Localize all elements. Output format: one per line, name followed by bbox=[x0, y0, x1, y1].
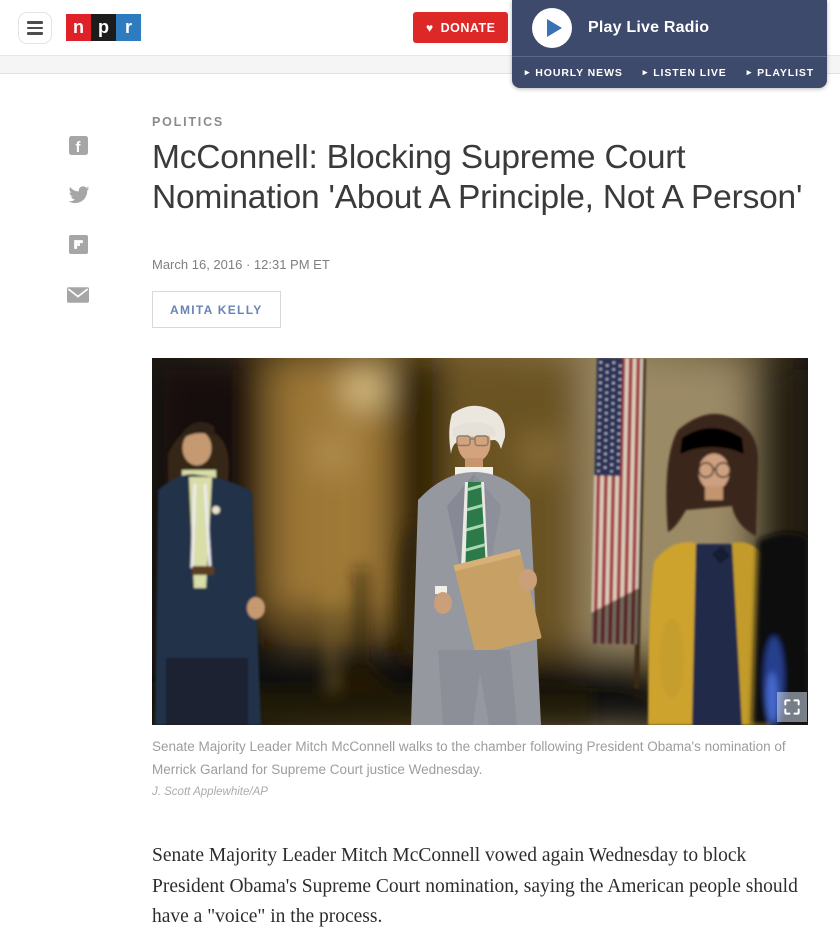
us-flag bbox=[590, 358, 646, 688]
facebook-share-button[interactable] bbox=[66, 133, 90, 157]
author-button[interactable]: AMITA KELLY bbox=[152, 291, 281, 328]
play-live-radio-button[interactable] bbox=[512, 0, 827, 57]
logo-letter-r: r bbox=[116, 14, 141, 41]
play-live-radio-label: Play Live Radio bbox=[588, 19, 710, 36]
logo-letter-n: n bbox=[66, 14, 91, 41]
article-hero-figure bbox=[152, 358, 808, 725]
hamburger-icon bbox=[27, 21, 43, 23]
playlist-label: PLAYLIST bbox=[757, 66, 815, 79]
image-credit: J. Scott Applewhite/AP bbox=[152, 785, 268, 798]
donate-button[interactable] bbox=[413, 12, 508, 43]
play-icon bbox=[532, 8, 572, 48]
npr-logo[interactable] bbox=[66, 14, 141, 41]
playlist-link[interactable] bbox=[747, 67, 814, 79]
article-body-paragraph: Senate Majority Leader Mitch McConnell vowed again Wednesday to block President Obama's Supreme Court nomination, saying the American people should have a "voice" in the process. bbox=[152, 845, 798, 927]
facebook-icon: f bbox=[69, 136, 88, 155]
section-kicker[interactable]: POLITICS bbox=[152, 115, 225, 129]
logo-letter-p: p bbox=[91, 14, 116, 41]
listen-live-link[interactable] bbox=[643, 67, 727, 79]
email-share-button[interactable] bbox=[66, 283, 90, 307]
twitter-icon bbox=[67, 186, 90, 205]
twitter-share-button[interactable] bbox=[66, 183, 90, 207]
donate-label: DONATE bbox=[440, 20, 496, 35]
heart-icon: ♥ bbox=[426, 20, 434, 35]
triangle-icon: ▸ bbox=[642, 67, 649, 77]
hourly-news-label: HOURLY NEWS bbox=[535, 66, 623, 79]
triangle-icon: ▸ bbox=[746, 67, 753, 77]
menu-button[interactable] bbox=[18, 12, 52, 44]
live-radio-panel bbox=[512, 0, 827, 88]
flipboard-share-button[interactable] bbox=[66, 232, 90, 256]
image-caption: Senate Majority Leader Mitch McConnell walks to the chamber following President Obama's nomination of Merrick Garland for Supreme Court justice Wednesday. bbox=[152, 739, 786, 777]
email-icon bbox=[67, 287, 89, 303]
listen-live-label: LISTEN LIVE bbox=[653, 66, 727, 79]
hero-photo bbox=[152, 358, 808, 725]
radio-links-row bbox=[512, 57, 827, 88]
expand-icon bbox=[782, 697, 802, 717]
flipboard-icon bbox=[69, 235, 88, 254]
image-caption-block bbox=[152, 736, 812, 798]
article-headline: McConnell: Blocking Supreme Court Nomination 'About A Principle, Not A Person' bbox=[152, 139, 803, 216]
article-dateline: March 16, 2016 · 12:31 PM ET bbox=[152, 257, 330, 272]
hourly-news-link[interactable] bbox=[525, 67, 623, 79]
expand-image-button[interactable] bbox=[777, 692, 807, 722]
triangle-icon: ▸ bbox=[524, 67, 531, 77]
